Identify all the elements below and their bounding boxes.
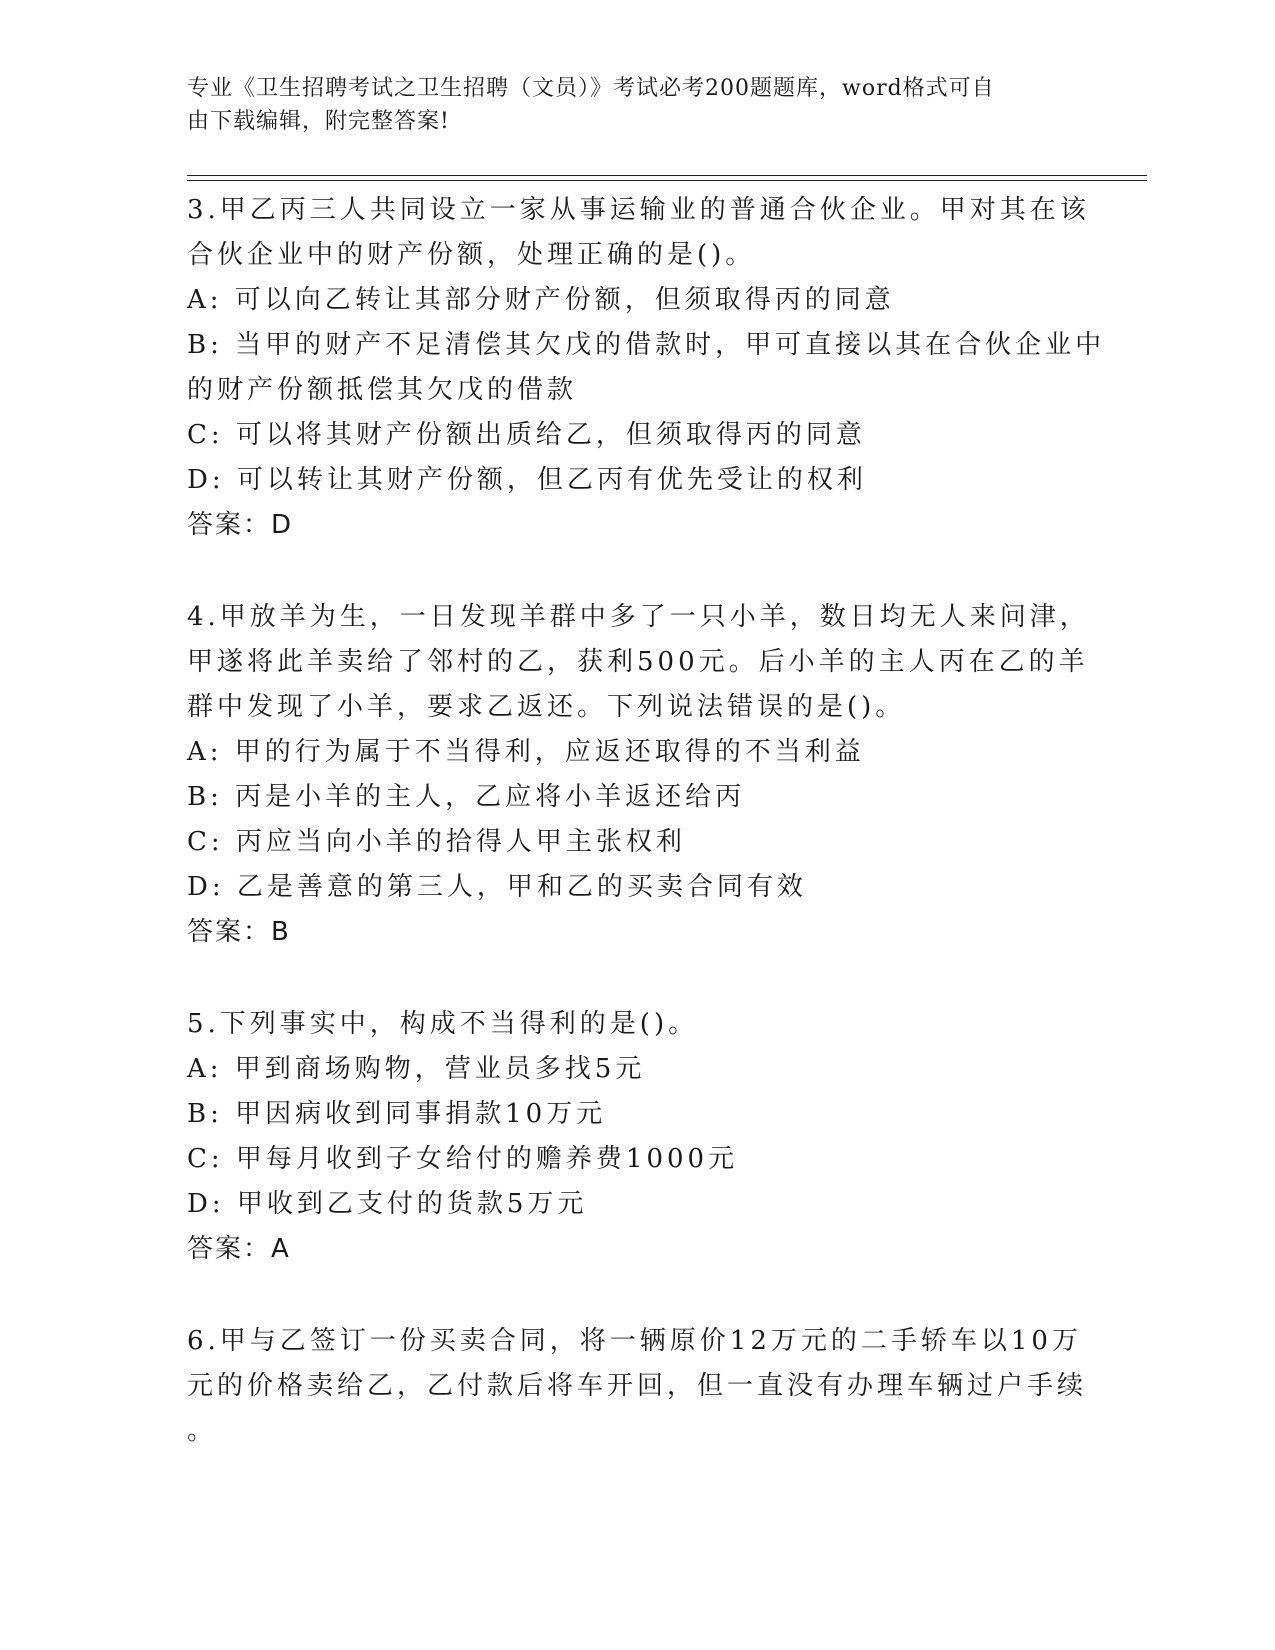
question-4 — [187, 595, 1090, 955]
option-d: D: 甲收到乙支付的货款5万元 — [187, 1189, 588, 1219]
question-text: 群中发现了小羊，要求乙返还。下列说法错误的是()。 — [187, 692, 906, 722]
header-divider — [187, 175, 1147, 176]
question-5 — [187, 1002, 1067, 1272]
option-d: D: 乙是善意的第三人，甲和乙的买卖合同有效 — [187, 872, 807, 902]
question-text: 。 — [187, 1416, 218, 1446]
option-a: A: 甲到商场购物，营业员多找5元 — [187, 1054, 646, 1084]
option-c: C: 丙应当向小羊的拾得人甲主张权利 — [187, 827, 686, 857]
question-text: 4.甲放羊为生，一日发现羊群中多了一只小羊，数日均无人来问津， — [187, 602, 1090, 632]
question-list — [187, 188, 1106, 1454]
option-b: B: 甲因病收到同事捐款10万元 — [187, 1099, 607, 1129]
header-line: 专业《卫生招聘考试之卫生招聘（文员）》考试必考200题题库，word格式可自 — [187, 76, 995, 101]
option-a: A: 甲的行为属于不当得利，应返还取得的不当利益 — [187, 737, 865, 767]
question-text: 甲遂将此羊卖给了邻村的乙，获利500元。后小羊的主人丙在乙的羊 — [187, 647, 1089, 677]
document-header — [187, 72, 1067, 138]
answer: 答案：D — [187, 510, 294, 540]
question-text: 元的价格卖给乙，乙付款后将车开回，但一直没有办理车辆过户手续 — [187, 1371, 1088, 1401]
option-b: B: 丙是小羊的主人，乙应将小羊返还给丙 — [187, 782, 746, 812]
header-line: 由下载编辑，附完整答案! — [187, 109, 450, 134]
answer: 答案：A — [187, 1234, 291, 1264]
option-a: A: 可以向乙转让其部分财产份额，但须取得丙的同意 — [187, 285, 895, 315]
option-b: 的财产份额抵偿其欠戊的借款 — [187, 375, 578, 405]
question-text: 5.下列事实中，构成不当得利的是()。 — [187, 1009, 699, 1039]
question-3 — [187, 188, 1106, 548]
question-6 — [187, 1319, 1088, 1454]
option-c: C: 甲每月收到子女给付的赡养费1000元 — [187, 1144, 739, 1174]
answer: 答案：B — [187, 917, 291, 947]
header-divider — [187, 180, 1147, 181]
question-text: 6.甲与乙签订一份买卖合同，将一辆原价12万元的二手轿车以10万 — [187, 1326, 1082, 1356]
option-c: C: 可以将其财产份额出质给乙，但须取得丙的同意 — [187, 420, 866, 450]
option-d: D: 可以转让其财产份额，但乙丙有优先受让的权利 — [187, 465, 867, 495]
question-text: 合伙企业中的财产份额，处理正确的是()。 — [187, 240, 756, 270]
question-text: 3.甲乙丙三人共同设立一家从事运输业的普通合伙企业。甲对其在该 — [187, 195, 1090, 225]
option-b: B: 当甲的财产不足清偿其欠戊的借款时，甲可直接以其在合伙企业中 — [187, 330, 1106, 360]
